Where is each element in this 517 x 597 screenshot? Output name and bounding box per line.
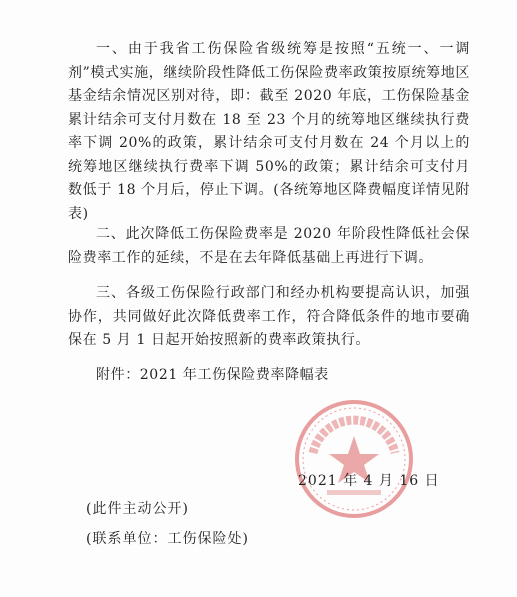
disclosure-note: (此件主动公开)	[86, 501, 189, 517]
contact-note: (联系单位：工伤保险处)	[86, 531, 249, 547]
paragraph-policy-1: 一、由于我省工伤保险省级统筹是按照“五统一、一调剂”模式实施，继续阶段性降低工伤保险费率政策按原统筹地区基金结余情况区别对待，即：截至 2020 年底，工伤保险基金累计结余可支付月数在 18 至 23 个月的统筹地区继续执行费率下调 20%的政策，累计结余可支付月数在 24 个月以上的统筹地区继续执行费率下调 50%的政策；累计结余可支付月数低于 18 个月后，停止下调。(各统筹地区降费幅度详情见附表)	[68, 41, 470, 222]
paragraph-policy-3: 三、各级工伤保险行政部门和经办机构要提高认识，加强协作，共同做好此次降低费率工作，符合降低条件的地市要确保在 5 月 1 日起开始按照新的费率政策执行。	[68, 285, 470, 348]
paragraph-policy-2: 二、此次降低工伤保险费率是 2020 年阶段性降低社会保险费率工作的延续，不是在去年降低基础上再进行下调。	[68, 226, 470, 266]
attachment-line: 附件：2021 年工伤保险费率降幅表	[96, 367, 329, 383]
document-date: 2021 年 4 月 16 日	[298, 473, 440, 489]
official-seal-icon	[293, 398, 415, 520]
